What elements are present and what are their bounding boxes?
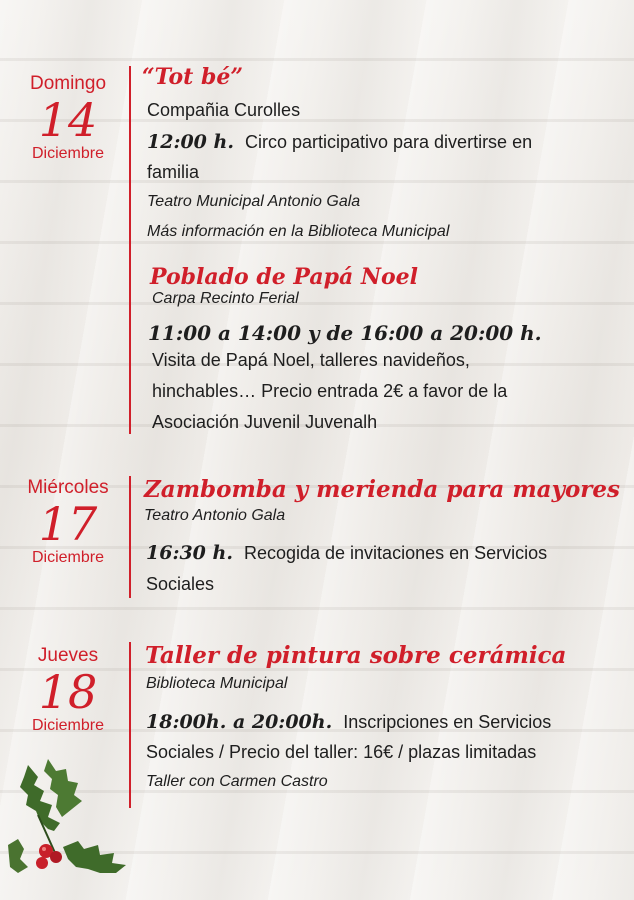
event-time-line [147,131,532,153]
day-of-week: Domingo [29,73,107,94]
day-number: 18 [38,665,98,719]
event-description: Recogida de invitaciones en Servicios [243,543,548,563]
event-description: Visita de Papá Noel, talleres navideños, [152,350,470,370]
event-info: Más información en la Biblioteca Municipal [147,223,450,240]
event-title: “Tot bé” [142,64,244,90]
event-title: Zambomba y merienda para mayores [144,476,620,503]
month-label: Diciembre [31,549,104,566]
event-description-cont: familia [147,162,200,182]
event-description-cont: hinchables… Precio entrada 2€ a favor de la [152,381,508,401]
event-venue: Teatro Antonio Gala [144,507,286,524]
day-of-week: Jueves [37,645,99,666]
event-time: 11:00 a 14:00 y de 16:00 a 20:00 h. [148,321,542,345]
event-venue: Biblioteca Municipal [146,675,288,692]
event-description: Circo participativo para divertirse en [244,132,533,152]
event-description-cont: Sociales [146,574,215,594]
event-time: 18:00h. a 20:00h. [146,711,333,733]
date-block-18 [8,645,128,735]
date-block-14 [8,73,128,163]
month-label: Diciembre [31,145,104,162]
event-time: 12:00 h. [147,131,234,153]
event-description: Inscripciones en Servicios [343,712,552,732]
holly-icon [8,755,138,895]
day-number: 14 [38,93,98,147]
event-venue: Teatro Municipal Antonio Gala [147,193,361,210]
event-description-cont: Sociales / Precio del taller: 16€ / plazas limitadas [146,742,537,762]
event-time: 16:30 h. [146,542,233,564]
event-title: Taller de pintura sobre cerámica [145,642,567,669]
event-company: Compañia Curolles [147,100,301,120]
event-time-line [146,711,551,733]
event-description-cont: Asociación Juvenil Juvenalh [152,412,378,432]
date-block-17 [8,477,128,567]
event-title: Poblado de Papá Noel [150,264,419,290]
divider-line [129,66,131,434]
event-extra: Taller con Carmen Castro [146,773,328,790]
divider-line [129,476,131,598]
event-venue: Carpa Recinto Ferial [152,290,299,307]
month-label: Diciembre [31,717,104,734]
event-time-line [146,542,547,564]
day-of-week: Miércoles [27,477,109,498]
day-number: 17 [38,497,98,551]
